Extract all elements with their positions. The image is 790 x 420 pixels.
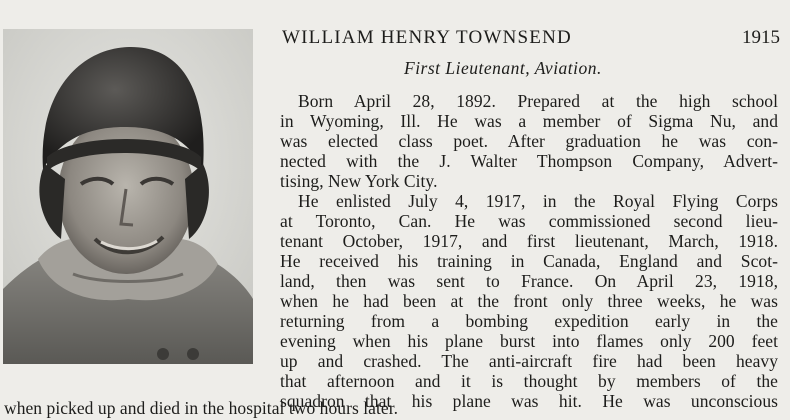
portrait-photo (3, 29, 253, 364)
person-name: WILLIAM HENRY TOWNSEND (282, 27, 572, 48)
biography-line: at Toronto, Can. He was commissioned second lieu- (280, 211, 778, 231)
biography-line: He received his training in Canada, England and Scot- (280, 251, 778, 271)
biography-line: was elected class poet. After graduation he was con- (280, 131, 778, 151)
biography-line: up and crashed. The anti-aircraft fire had been heavy (280, 351, 778, 371)
class-year: 1915 (742, 27, 780, 48)
biography-line: when he had been at the front only three weeks, he was (280, 291, 778, 311)
biography-line: tising, New York City. (280, 171, 438, 191)
biography-line: tenant October, 1917, and first lieutenant, March, 1918. (280, 231, 778, 251)
biography-line: land, then was sent to France. On April 23, 1918, (280, 271, 778, 291)
biography-line: Born April 28, 1892. Prepared at the high school (298, 91, 778, 111)
biography-line: He enlisted July 4, 1917, in the Royal Flying Corps (298, 191, 778, 211)
biography-line: that afternoon and it is thought by members of the (280, 371, 778, 391)
military-rank: First Lieutenant, Aviation. (404, 58, 602, 78)
biography-line: evening when his plane burst into flames only 200 feet (280, 331, 778, 351)
biography-line: squadron that his plane was hit. He was unconscious (280, 391, 778, 411)
biography-line: in Wyoming, Ill. He was a member of Sigma Nu, and (280, 111, 778, 131)
biography-line: when picked up and died in the hospital two hours later. (4, 398, 399, 418)
biography-line: returning from a bombing expedition early in the (280, 311, 778, 331)
biography-line: nected with the J. Walter Thompson Company, Advert- (280, 151, 778, 171)
